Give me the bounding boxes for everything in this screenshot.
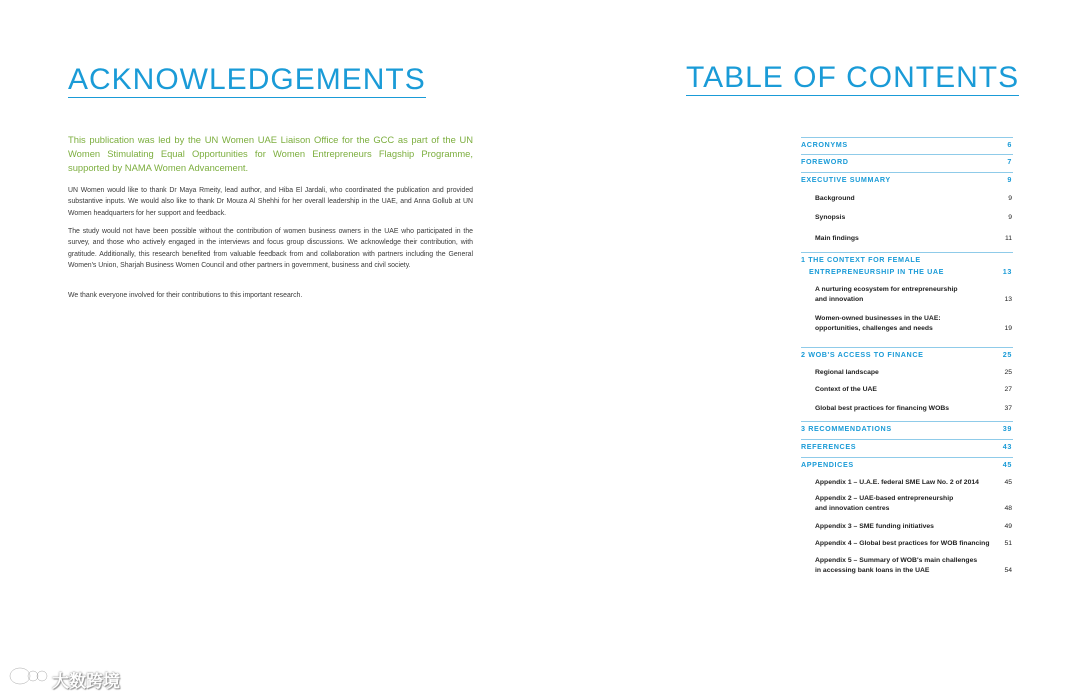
toc-entry-background[interactable] bbox=[801, 194, 1013, 204]
toc-entry-label: EXECUTIVE SUMMARY bbox=[801, 175, 891, 184]
toc-entry-label: Appendix 4 – Global best practices for WOB financing bbox=[815, 540, 990, 547]
toc-entry-synopsis[interactable] bbox=[801, 213, 1013, 223]
toc-entry-executive-summary[interactable] bbox=[801, 175, 1013, 185]
toc-entry-acronyms[interactable] bbox=[801, 140, 1013, 150]
toc-entry-page: 19 bbox=[1004, 324, 1012, 332]
toc-entry-label: 2 WOB'S ACCESS TO FINANCE bbox=[801, 350, 924, 359]
toc-entry-page: 25 bbox=[1002, 350, 1012, 359]
toc-entry-page: 9 bbox=[1008, 214, 1012, 221]
toc-entry-page: 51 bbox=[1004, 540, 1012, 547]
toc-entry-label-line2: ENTREPRENEURSHIP IN THE UAE bbox=[809, 266, 945, 276]
toc-entry-page: 45 bbox=[1002, 460, 1012, 469]
toc-entry-label: FOREWORD bbox=[801, 157, 849, 166]
toc-entry-label: 1 THE CONTEXT FOR FEMALE bbox=[801, 255, 921, 264]
chat-bubble-logo-icon bbox=[8, 665, 48, 694]
toc-entry-label: REFERENCES bbox=[801, 442, 857, 451]
toc-entry-references[interactable] bbox=[801, 442, 1013, 452]
toc-entry-nurturing-ecosystem[interactable] bbox=[801, 285, 1013, 305]
toc-entry-label: Background bbox=[815, 195, 855, 202]
toc-entry-label: Appendix 1 – U.A.E. federal SME Law No. 2 of 2014 bbox=[815, 479, 979, 486]
toc-entry-page: 39 bbox=[1002, 424, 1012, 433]
toc-entry-label: Main findings bbox=[815, 235, 859, 242]
toc-entry-recommendations[interactable] bbox=[801, 424, 1013, 434]
toc-entry-label: 3 RECOMMENDATIONS bbox=[801, 424, 892, 433]
toc-entry-label: Context of the UAE bbox=[815, 386, 877, 393]
toc-entry-page: 45 bbox=[1004, 479, 1012, 486]
toc-entry-page: 43 bbox=[1002, 442, 1012, 451]
toc-entry-appendices[interactable] bbox=[801, 460, 1013, 470]
acknowledgements-paragraph: UN Women would like to thank Dr Maya Rmeity, lead author, and Hiba El Jardali, who coordinated the publication and provided substantive inputs. We would also like to thank Dr Mouza Al Shehhi for her overall leadership in the UAE, and Anna Gollub at UN Women headquarters for her support and feedback. bbox=[68, 187, 473, 217]
toc-entry-page: 49 bbox=[1004, 523, 1012, 530]
toc-entry-label-line2: opportunities, challenges and needs bbox=[815, 324, 933, 332]
acknowledgements-paragraph: The study would not have been possible without the contribution of women business owners in the UAE who participated in the survey, and those who actively engaged in the interviews and focus group discussions. We acknowledge their contribution, with gratitude. Additionally, this research benefited from valuable feedback from and collaboration with partners including the General Women's Union, Sharjah Business Women Council and other partners in government, business and civil society. bbox=[68, 228, 473, 270]
toc-entry-context-of-uae[interactable] bbox=[801, 385, 1013, 395]
toc-entry-label: A nurturing ecosystem for entrepreneurship bbox=[815, 286, 958, 293]
toc-entry-main-findings[interactable] bbox=[801, 234, 1013, 244]
toc-entry-label: ACRONYMS bbox=[801, 140, 848, 149]
toc-entry-page: 54 bbox=[1004, 566, 1012, 574]
toc-entry-label: Regional landscape bbox=[815, 369, 879, 376]
toc-entry-label-line2: and innovation centres bbox=[815, 504, 890, 512]
acknowledgements-lead: This publication was led by the UN Women UAE Liaison Office for the GCC as part of the UN Women Stimulating Equal Opportunities for Women Entrepreneurs Flagship Programme, supported by NAMA Women Advancement. bbox=[68, 134, 473, 173]
acknowledgements-title: ACKNOWLEDGEMENTS bbox=[68, 63, 426, 96]
toc-entry-page: 25 bbox=[1004, 369, 1012, 376]
toc-entry-appendix-5[interactable] bbox=[801, 556, 1013, 576]
toc-entry-appendix-4[interactable] bbox=[801, 539, 1013, 549]
toc-entry-global-best-practices[interactable] bbox=[801, 404, 1013, 414]
toc-entry-page: 27 bbox=[1004, 386, 1012, 393]
toc-entry-label: APPENDICES bbox=[801, 460, 854, 469]
toc-entry-page: 13 bbox=[1004, 295, 1012, 303]
toc-entry-label: Women-owned businesses in the UAE: bbox=[815, 315, 941, 322]
toc-entry-women-owned-businesses[interactable] bbox=[801, 314, 1013, 334]
toc-entry-access-to-finance[interactable] bbox=[801, 350, 1013, 360]
toc-entry-page: 6 bbox=[1007, 140, 1012, 149]
toc-entry-label-line2: and innovation bbox=[815, 295, 864, 303]
toc-entry-label: Appendix 2 – UAE-based entrepreneurship bbox=[815, 495, 954, 502]
toc-title: TABLE OF CONTENTS bbox=[686, 61, 1020, 94]
toc-entry-label-line2: in accessing bank loans in the UAE bbox=[815, 566, 930, 574]
watermark-text: 大数跨境 bbox=[52, 671, 120, 691]
toc-entry-page: 9 bbox=[1008, 195, 1012, 202]
toc-entry-appendix-2[interactable] bbox=[801, 494, 1013, 514]
toc-entry-appendix-1[interactable] bbox=[801, 478, 1013, 488]
toc-entry-label: Appendix 5 – Summary of WOB's main challenges bbox=[815, 557, 978, 564]
toc-entry-label: Global best practices for financing WOBs bbox=[815, 405, 950, 412]
watermark bbox=[8, 666, 120, 692]
toc-entry-page: 9 bbox=[1007, 175, 1012, 184]
toc-entry-page: 48 bbox=[1004, 504, 1012, 512]
toc-entry-page: 37 bbox=[1004, 405, 1012, 412]
toc-entry-page: 7 bbox=[1007, 157, 1012, 166]
toc-entry-regional-landscape[interactable] bbox=[801, 368, 1013, 378]
toc-entry-appendix-3[interactable] bbox=[801, 522, 1013, 532]
toc-entry-page: 11 bbox=[1004, 235, 1012, 242]
toc-entry-context[interactable] bbox=[801, 255, 1013, 277]
acknowledgements-paragraph: We thank everyone involved for their contributions to this important research. bbox=[68, 292, 303, 299]
toc-entry-label: Appendix 3 – SME funding initiatives bbox=[815, 523, 934, 530]
toc-entry-label: Synopsis bbox=[815, 214, 846, 221]
toc-entry-page: 13 bbox=[1002, 266, 1012, 276]
toc-entry-foreword[interactable] bbox=[801, 157, 1013, 167]
